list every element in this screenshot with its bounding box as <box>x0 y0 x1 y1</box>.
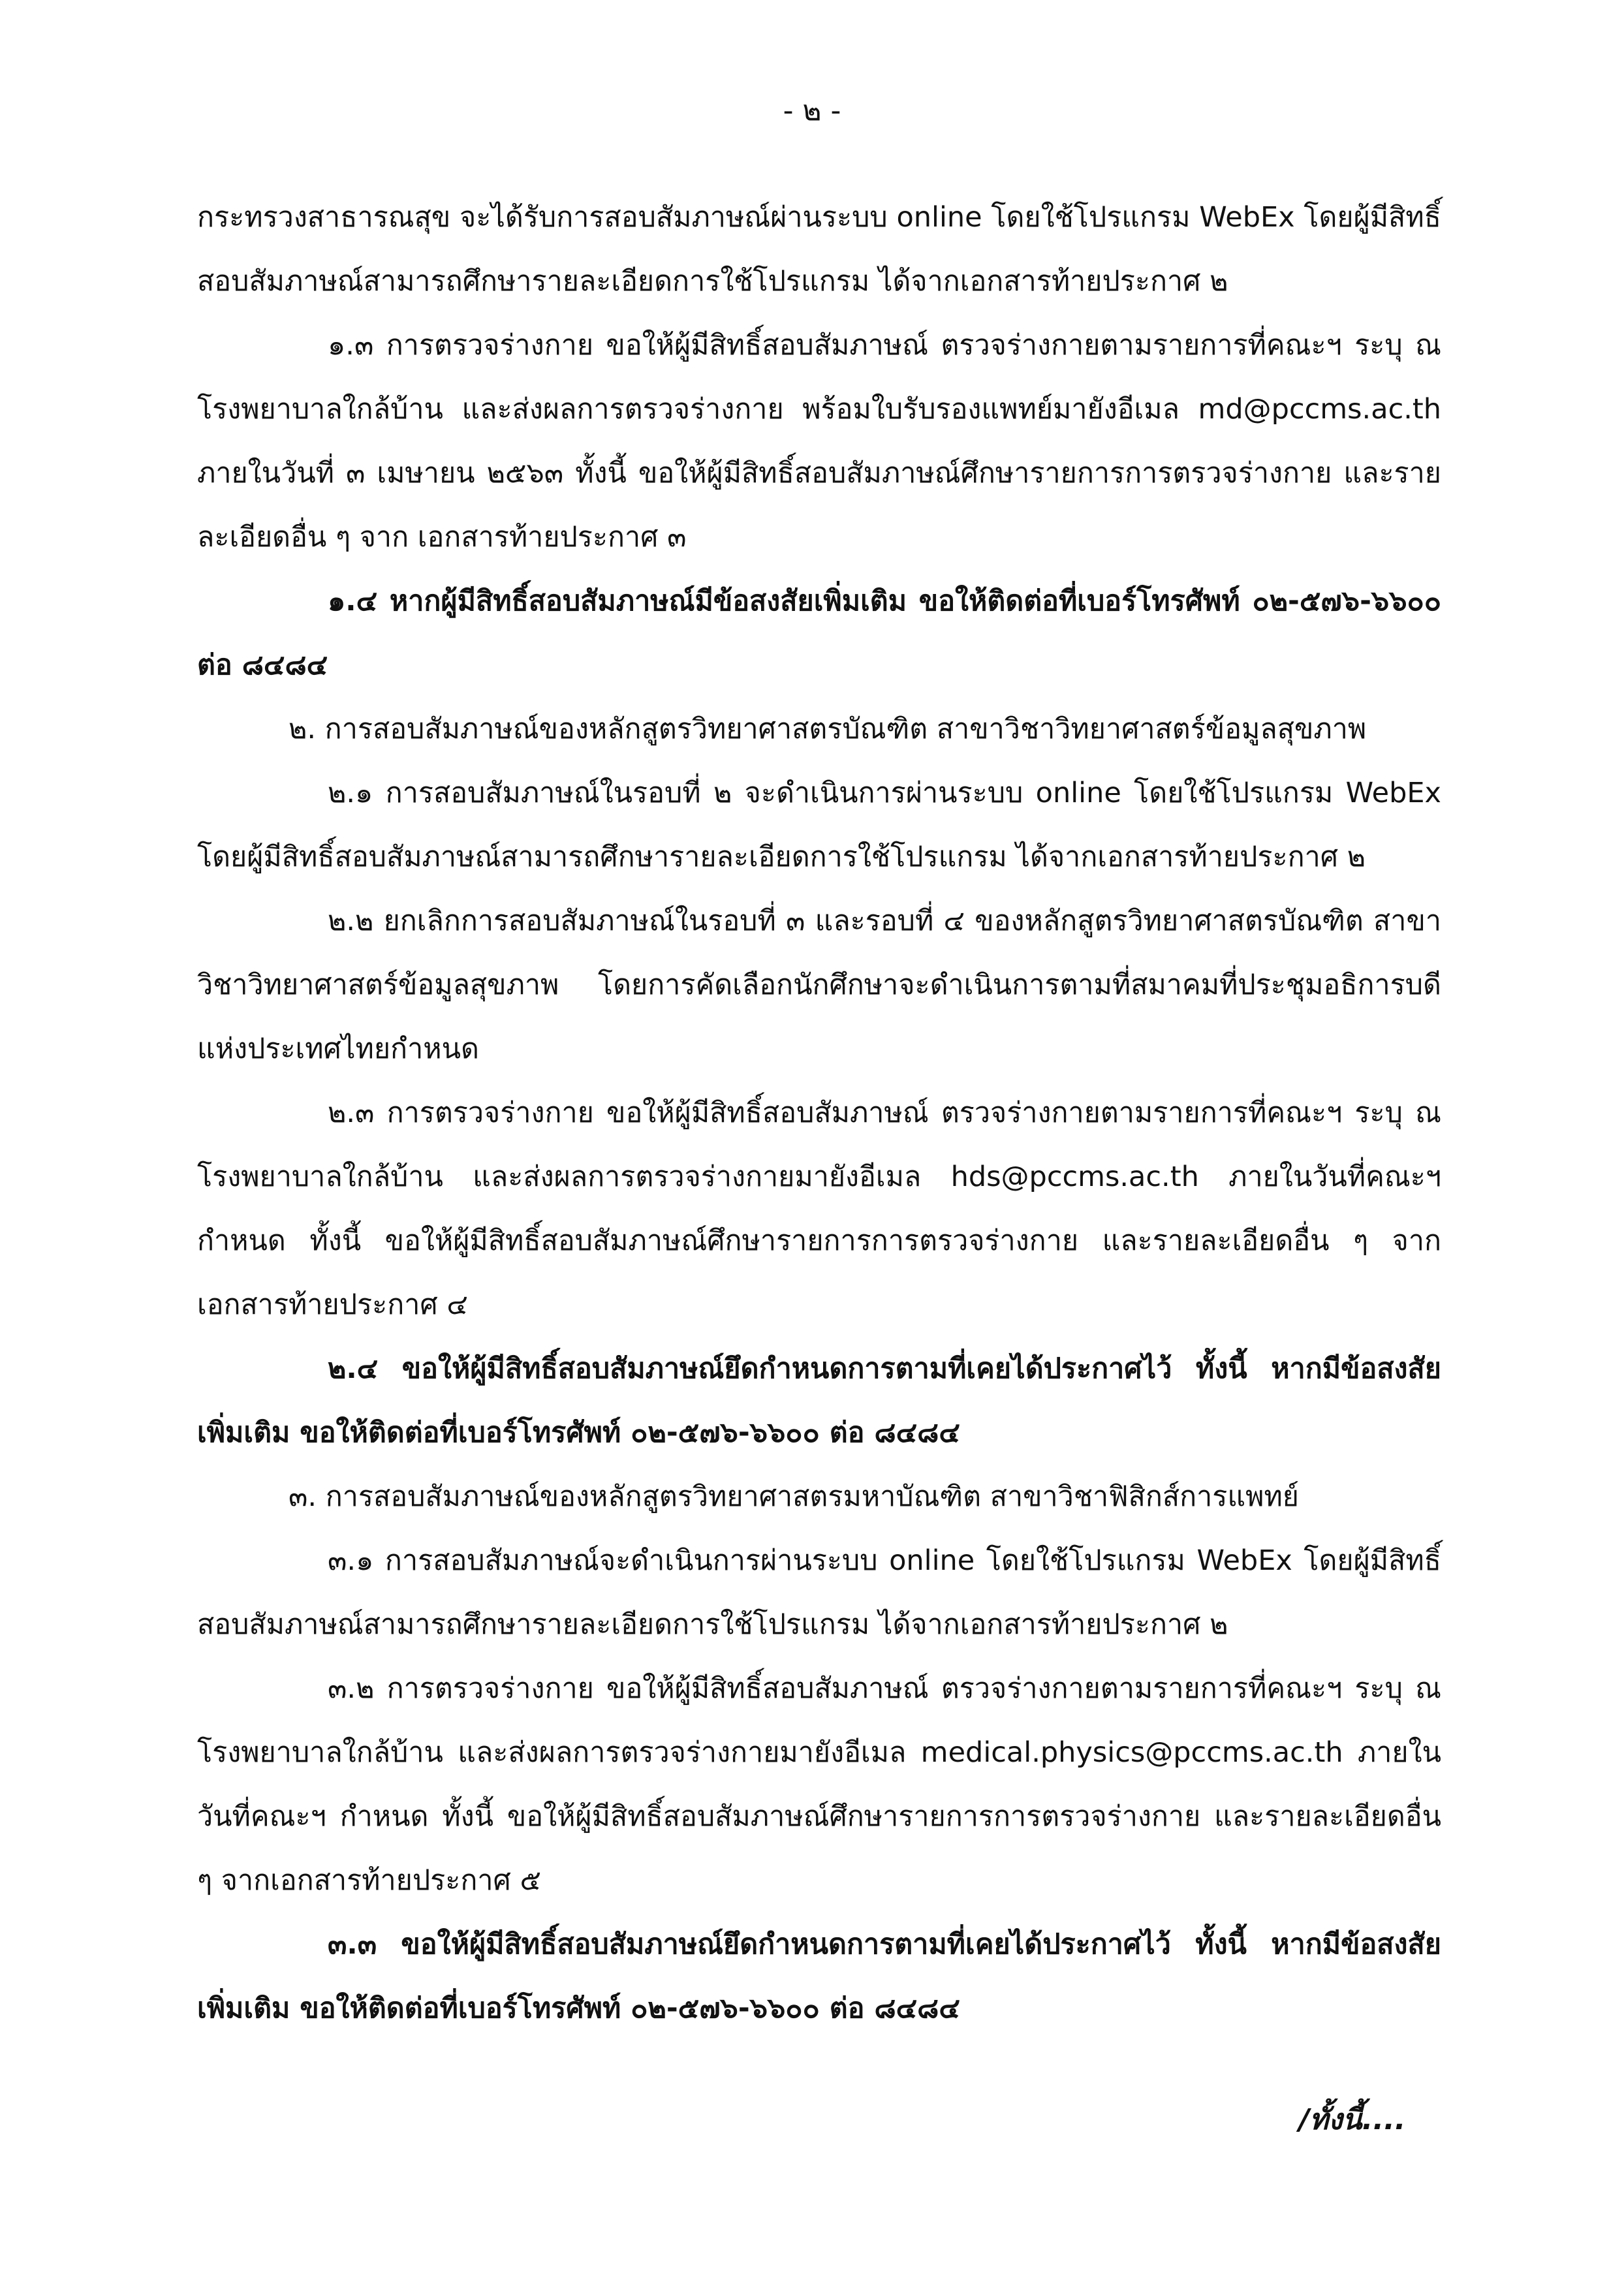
paragraph-1-4-contact: ๑.๔ หากผู้มีสิทธิ์สอบสัมภาษณ์มีข้อสงสัยเพิ่มเติม ขอให้ติดต่อที่เบอร์โทรศัพท์ ๐๒-๕๗๖-๖๖๐๐ ต่อ ๘๔๘๔ <box>197 585 1441 681</box>
paragraph-1-3-physical-exam: ๑.๓ การตรวจร่างกาย ขอให้ผู้มีสิทธิ์สอบสัมภาษณ์ ตรวจร่างกายตามรายการที่คณะฯ ระบุ ณ โรงพยาบาลใกล้บ้าน และส่งผลการตรวจร่างกาย พร้อมใบรับรองแพทย์มายังอีเมล md@pccms.ac.th ภายในวันที่ ๓ เมษายน ๒๕๖๓ ทั้งนี้ ขอให้ผู้มีสิทธิ์สอบสัมภาษณ์ศึกษารายการการตรวจร่างกาย และรายละเอียดอื่น ๆ จาก เอกสารท้ายประกาศ ๓ <box>197 329 1441 554</box>
continuation-marker: /ทั้งนี้.... <box>1299 2103 1406 2136</box>
paragraph-3-1-online-interview: ๓.๑ การสอบสัมภาษณ์จะดำเนินการผ่านระบบ online โดยใช้โปรแกรม WebEx โดยผู้มีสิทธิ์สอบสัมภาษณ์สามารถศึกษารายละเอียดการใช้โปรแกรม ได้จากเอกสารท้ายประกาศ ๒ <box>197 1544 1441 1641</box>
paragraph-2-4-schedule: ๒.๔ ขอให้ผู้มีสิทธิ์สอบสัมภาษณ์ยึดกำหนดการตามที่เคยได้ประกาศไว้ ทั้งนี้ หากมีข้อสงสัยเพิ่มเติม ขอให้ติดต่อที่เบอร์โทรศัพท์ ๐๒-๕๗๖-๖๖๐๐ ต่อ ๘๔๘๔ <box>197 1352 1441 1449</box>
page-number: - ๒ - <box>783 94 841 127</box>
section-2-heading: ๒. การสอบสัมภาษณ์ของหลักสูตรวิทยาศาสตรบัณฑิต สาขาวิชาวิทยาศาสตร์ข้อมูลสุขภาพ <box>289 713 1367 745</box>
section-3-heading: ๓. การสอบสัมภาษณ์ของหลักสูตรวิทยาศาสตรมหาบัณฑิต สาขาวิชาฟิสิกส์การแพทย์ <box>289 1480 1299 1513</box>
paragraph-2-3-physical-exam: ๒.๓ การตรวจร่างกาย ขอให้ผู้มีสิทธิ์สอบสัมภาษณ์ ตรวจร่างกายตามรายการที่คณะฯ ระบุ ณ โรงพยาบาลใกล้บ้าน และส่งผลการตรวจร่างกายมายังอีเมล hds@pccms.ac.th ภายในวันที่คณะฯ กำหนด ทั้งนี้ ขอให้ผู้มีสิทธิ์สอบสัมภาษณ์ศึกษารายการการตรวจร่างกาย และรายละเอียดอื่น ๆ จากเอกสารท้ายประกาศ ๔ <box>197 1097 1441 1321</box>
paragraph-2-1-online-interview: ๒.๑ การสอบสัมภาษณ์ในรอบที่ ๒ จะดำเนินการผ่านระบบ online โดยใช้โปรแกรม WebEx โดยผู้มีสิทธิ์สอบสัมภาษณ์สามารถศึกษารายละเอียดการใช้โปรแกรม ได้จากเอกสารท้ายประกาศ ๒ <box>197 777 1441 873</box>
paragraph-3-3-schedule: ๓.๓ ขอให้ผู้มีสิทธิ์สอบสัมภาษณ์ยึดกำหนดการตามที่เคยได้ประกาศไว้ ทั้งนี้ หากมีข้อสงสัยเพิ่มเติม ขอให้ติดต่อที่เบอร์โทรศัพท์ ๐๒-๕๗๖-๖๖๐๐ ต่อ ๘๔๘๔ <box>197 1928 1441 2025</box>
document-body <box>197 185 1441 2040</box>
paragraph-2-2-cancel-rounds: ๒.๒ ยกเลิกการสอบสัมภาษณ์ในรอบที่ ๓ และรอบที่ ๔ ของหลักสูตรวิทยาศาสตรบัณฑิต สาขาวิชาวิทยาศาสตร์ข้อมูลสุขภาพ โดยการคัดเลือกนักศึกษาจะดำเนินการตามที่สมาคมที่ประชุมอธิการบดีแห่งประเทศไทยกำหนด <box>197 905 1441 1065</box>
paragraph-continuation: กระทรวงสาธารณสุข จะได้รับการสอบสัมภาษณ์ผ่านระบบ online โดยใช้โปรแกรม WebEx โดยผู้มีสิทธิ์สอบสัมภาษณ์สามารถศึกษารายละเอียดการใช้โปรแกรม ได้จากเอกสารท้ายประกาศ ๒ <box>197 201 1441 298</box>
paragraph-3-2-physical-exam: ๓.๒ การตรวจร่างกาย ขอให้ผู้มีสิทธิ์สอบสัมภาษณ์ ตรวจร่างกายตามรายการที่คณะฯ ระบุ ณ โรงพยาบาลใกล้บ้าน และส่งผลการตรวจร่างกายมายังอีเมล medical.physics@pccms.ac.th ภายในวันที่คณะฯ กำหนด ทั้งนี้ ขอให้ผู้มีสิทธิ์สอบสัมภาษณ์ศึกษารายการการตรวจร่างกาย และรายละเอียดอื่น ๆ จากเอกสารท้ายประกาศ ๕ <box>197 1672 1441 1897</box>
